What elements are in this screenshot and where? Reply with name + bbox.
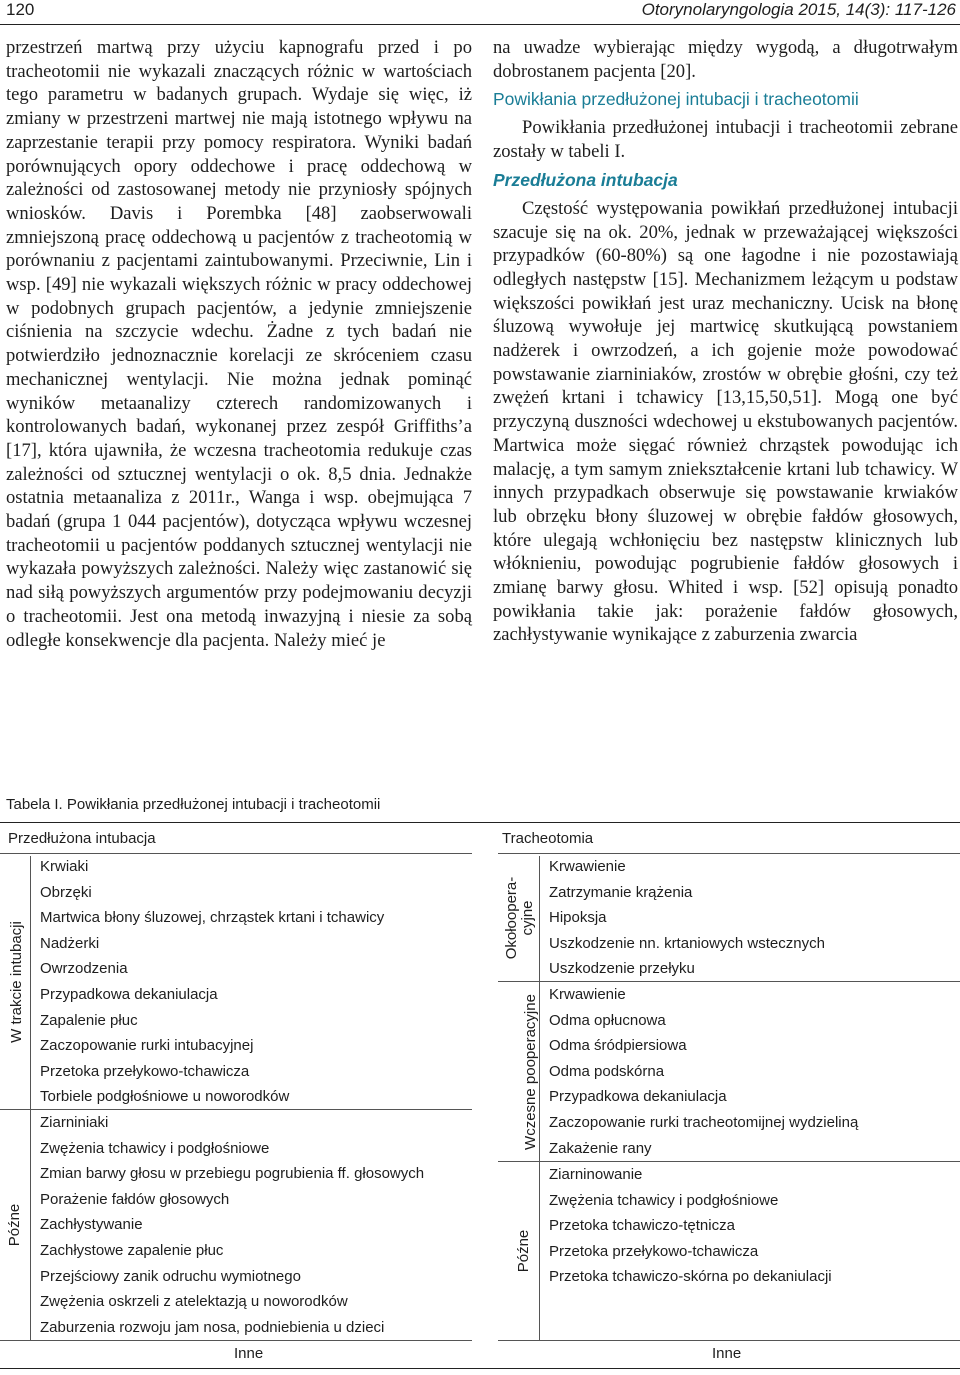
list-item: Przypadkowa dekaniulacja [549,1088,727,1106]
group-label-late-intubation: Późne [6,1203,23,1247]
group-label-perioperative-line2: cyjne [519,900,536,936]
list-item: Krwiaki [40,858,89,875]
list-item: Porażenie fałdów głosowych [40,1190,230,1208]
subsection-heading-prolonged-intubation: Przedłużona intubacja [493,169,678,190]
list-item: Zachłystywanie [40,1216,143,1234]
list-item: Przetoka przełykowo-tchawicza [40,1062,250,1080]
table-caption: Tabela I. Powikłania przedłużonej intubacji i tracheotomii [6,796,381,813]
list-perioperative [549,854,825,982]
list-item: Zakażenie rany [549,1139,652,1157]
left-group-divider [30,856,31,1340]
list-item: Odma śródpiersiowa [549,1037,687,1055]
right-footer-separator [498,1340,960,1341]
list-item: Owrzodzenia [40,960,128,978]
header-rule [0,24,960,25]
list-item: Torbiele podgłośniowe u noworodków [40,1088,290,1106]
list-item: Hipoksja [549,909,607,927]
right-column [493,36,958,647]
table-bottom-rule [0,1368,960,1369]
list-item: Zmian barwy głosu w przebiegu pogrubienia ff. głosowych [40,1165,425,1183]
table-footer-other-tracheotomy: Inne [712,1345,742,1362]
list-item: Zwężenia tchawicy i podgłośniowe [549,1191,779,1209]
list-item: Obrzęki [40,883,92,901]
right-paragraph-3: Częstość występowania powikłań przedłużonej intubacji szacuje się na ok. 20%, jednak w przeważającej większości przypadków (60-80%) są one łagodne i nie pozostawiają odległych następstw [15]. Mechanizmem leżącym u podstaw większości powikłań jest uraz mechaniczny. Ucisk na błonę śluzową wywołuje jej martwicę skutkującą powstaniem nadżerek i owrzodzeń, a ich gojenie może powodować powstawanie ziarniniaków, zrostów w obrębie głośni, czy też zwężeń krtani i tchawicy [13,15,50,51]. Mogą one być przyczyną duszności wdechowej u ekstubowanych pacjentów. Martwica może sięgać również chrząstek powodując ich malację, a tym samym zniekształcenie krtani lub tchawicy. W innych przypadkach obserwuje się powstawanie krwiaków lub obrzęku błony śluzowej w obrębie fałdów głosowych, które ulegają wchłonięciu bez następstw klinicznych lub włóknieniu, powodując pogrubienie fałdów głosowych i zmianę barwy głosu. Whited i wsp. [52] opisują ponadto powikłania takie jak: porażenie fałdów głosowych, zachłystywanie wynikające z zaburzenia zwarcia [493,197,958,646]
list-item: Krwawienie [549,986,626,1003]
right-group-divider [539,856,540,1340]
list-item: Przejściowy zanik odruchu wymiotnego [40,1267,301,1285]
list-item: Przetoka tchawiczo-tętnicza [549,1217,735,1235]
list-item: Uszkodzenie nn. krtaniowych wstecznych [549,934,825,952]
list-item: Zwężenia tchawicy i podgłośniowe [40,1139,270,1157]
table-header-intubation: Przedłużona intubacja [8,830,156,847]
group-label-perioperative-line1: Okołoopera- [503,876,520,960]
page-number: 120 [6,0,35,19]
list-item: Krwawienie [549,858,626,875]
right-paragraph-1: na uwadze wybierając między wygodą, a długotrwałym dobrostanem pacjenta [20]. [493,37,958,82]
list-item: Nadżerki [40,934,100,952]
group-label-early-postoperative: Wczesne pooperacyjne [522,994,539,1150]
list-item: Zachłystowe zapalenie płuc [40,1241,224,1259]
group-label-perioperative [504,873,538,963]
list-item: Przetoka tchawiczo-skórna po dekaniulacji [549,1268,832,1286]
list-during-intubation [40,854,384,1110]
left-column [6,36,472,652]
list-item: Zaburzenia rozwoju jam nosa, podniebienia u dzieci [40,1318,385,1336]
page-header [0,0,960,24]
left-column-paragraph: przestrzeń martwą przy użyciu kapnografu przed i po tracheotomii nie wykazali znaczących różnic w wartościach tego parametru w badanych grupach. Wydaje się więc, iż zmiany w przestrzeni martwej nie mają istotnego wpływu na zaprzestanie terapii przy pomocy respiratora. Wyniki badań porównujących opory oddechowe i pracę oddechową w zależności od zastosowanej metody nie przyniosły spójnych wniosków. Davis i Porembka [48] zaobserwowali zmniejszoną pracę oddechową u pacjentów z tracheotomią w porównaniu z pacjentami zaintubowanymi. Przeciwnie, Lin i wsp. [49] nie wykazali większych różnic w pracy oddechowej w podobnych grupach pacjentów, a jedynie zmniejszenie ciśnienia na szczycie wdechu. Żadne z tych badań nie potwierdziło jednoznacznie korelacji ze skróceniem czasu mechanicznej wentylacji. Nie można jednak pominąć wyników metaanalizy czterech randomizowanych i kontrolowanych badań, wykonanej przez zespół Griffiths’a [17], która ujawniła, że wczesna tracheotomia redukuje czas zależności od sztucznej wentylacji o ok. 8,5 dnia. Jednakże ostatnia metaanaliza z 2011r., Wanga i wsp. obejmująca 7 badań (grupa 1 044 pacjentów), dotycząca wpływu wczesnej tracheotomii u pacjentów poddanych sztucznej wentylacji nie wykazała powyższych zależności. Należy więc zastanowić się nad siłą powyższych argumentów przy podejmowaniu decyzji o tracheotomii. Jest ona metodą inwazyjną i niesie za sobą odległe konsekwencje dla pacjenta. Należy mieć je [6,37,472,651]
list-item: Zaczopowanie rurki intubacyjnej [40,1037,254,1055]
table-footer-other-intubation: Inne [234,1345,264,1362]
list-item: Ziarniniaki [40,1114,109,1131]
list-late-tracheotomy [549,1162,832,1290]
list-item: Przetoka przełykowo-tchawicza [549,1242,759,1260]
list-item: Odma opłucnowa [549,1011,666,1029]
list-late-intubation [40,1110,424,1340]
list-item: Zwężenia oskrzeli z atelektazją u noworodków [40,1293,348,1311]
list-item: Zaczopowanie rurki tracheotomijnej wydzieliną [549,1113,859,1131]
group-label-late-tracheotomy: Późne [515,1229,532,1273]
journal-citation: Otorynolaryngologia 2015, 14(3): 117-126 [641,0,956,19]
list-item: Ziarninowanie [549,1166,643,1183]
list-item: Odma podskórna [549,1062,665,1080]
table-top-rule [0,822,960,823]
group-label-during-intubation: W trakcie intubacji [8,921,25,1043]
list-item: Przypadkowa dekaniulacja [40,985,218,1003]
list-item: Uszkodzenie przełyku [549,960,695,978]
list-item: Zapalenie płuc [40,1011,138,1029]
list-item: Zatrzymanie krążenia [549,883,693,901]
list-early-postoperative [549,982,858,1161]
right-paragraph-2: Powikłania przedłużonej intubacji i tracheotomii zebrane zostały w tabeli I. [493,117,958,163]
list-item: Martwica błony śluzowej, chrząstek krtani i tchawicy [40,909,385,927]
table-header-tracheotomy: Tracheotomia [502,830,594,847]
section-heading-complications: Powikłania przedłużonej intubacji i tracheotomii [493,89,859,110]
